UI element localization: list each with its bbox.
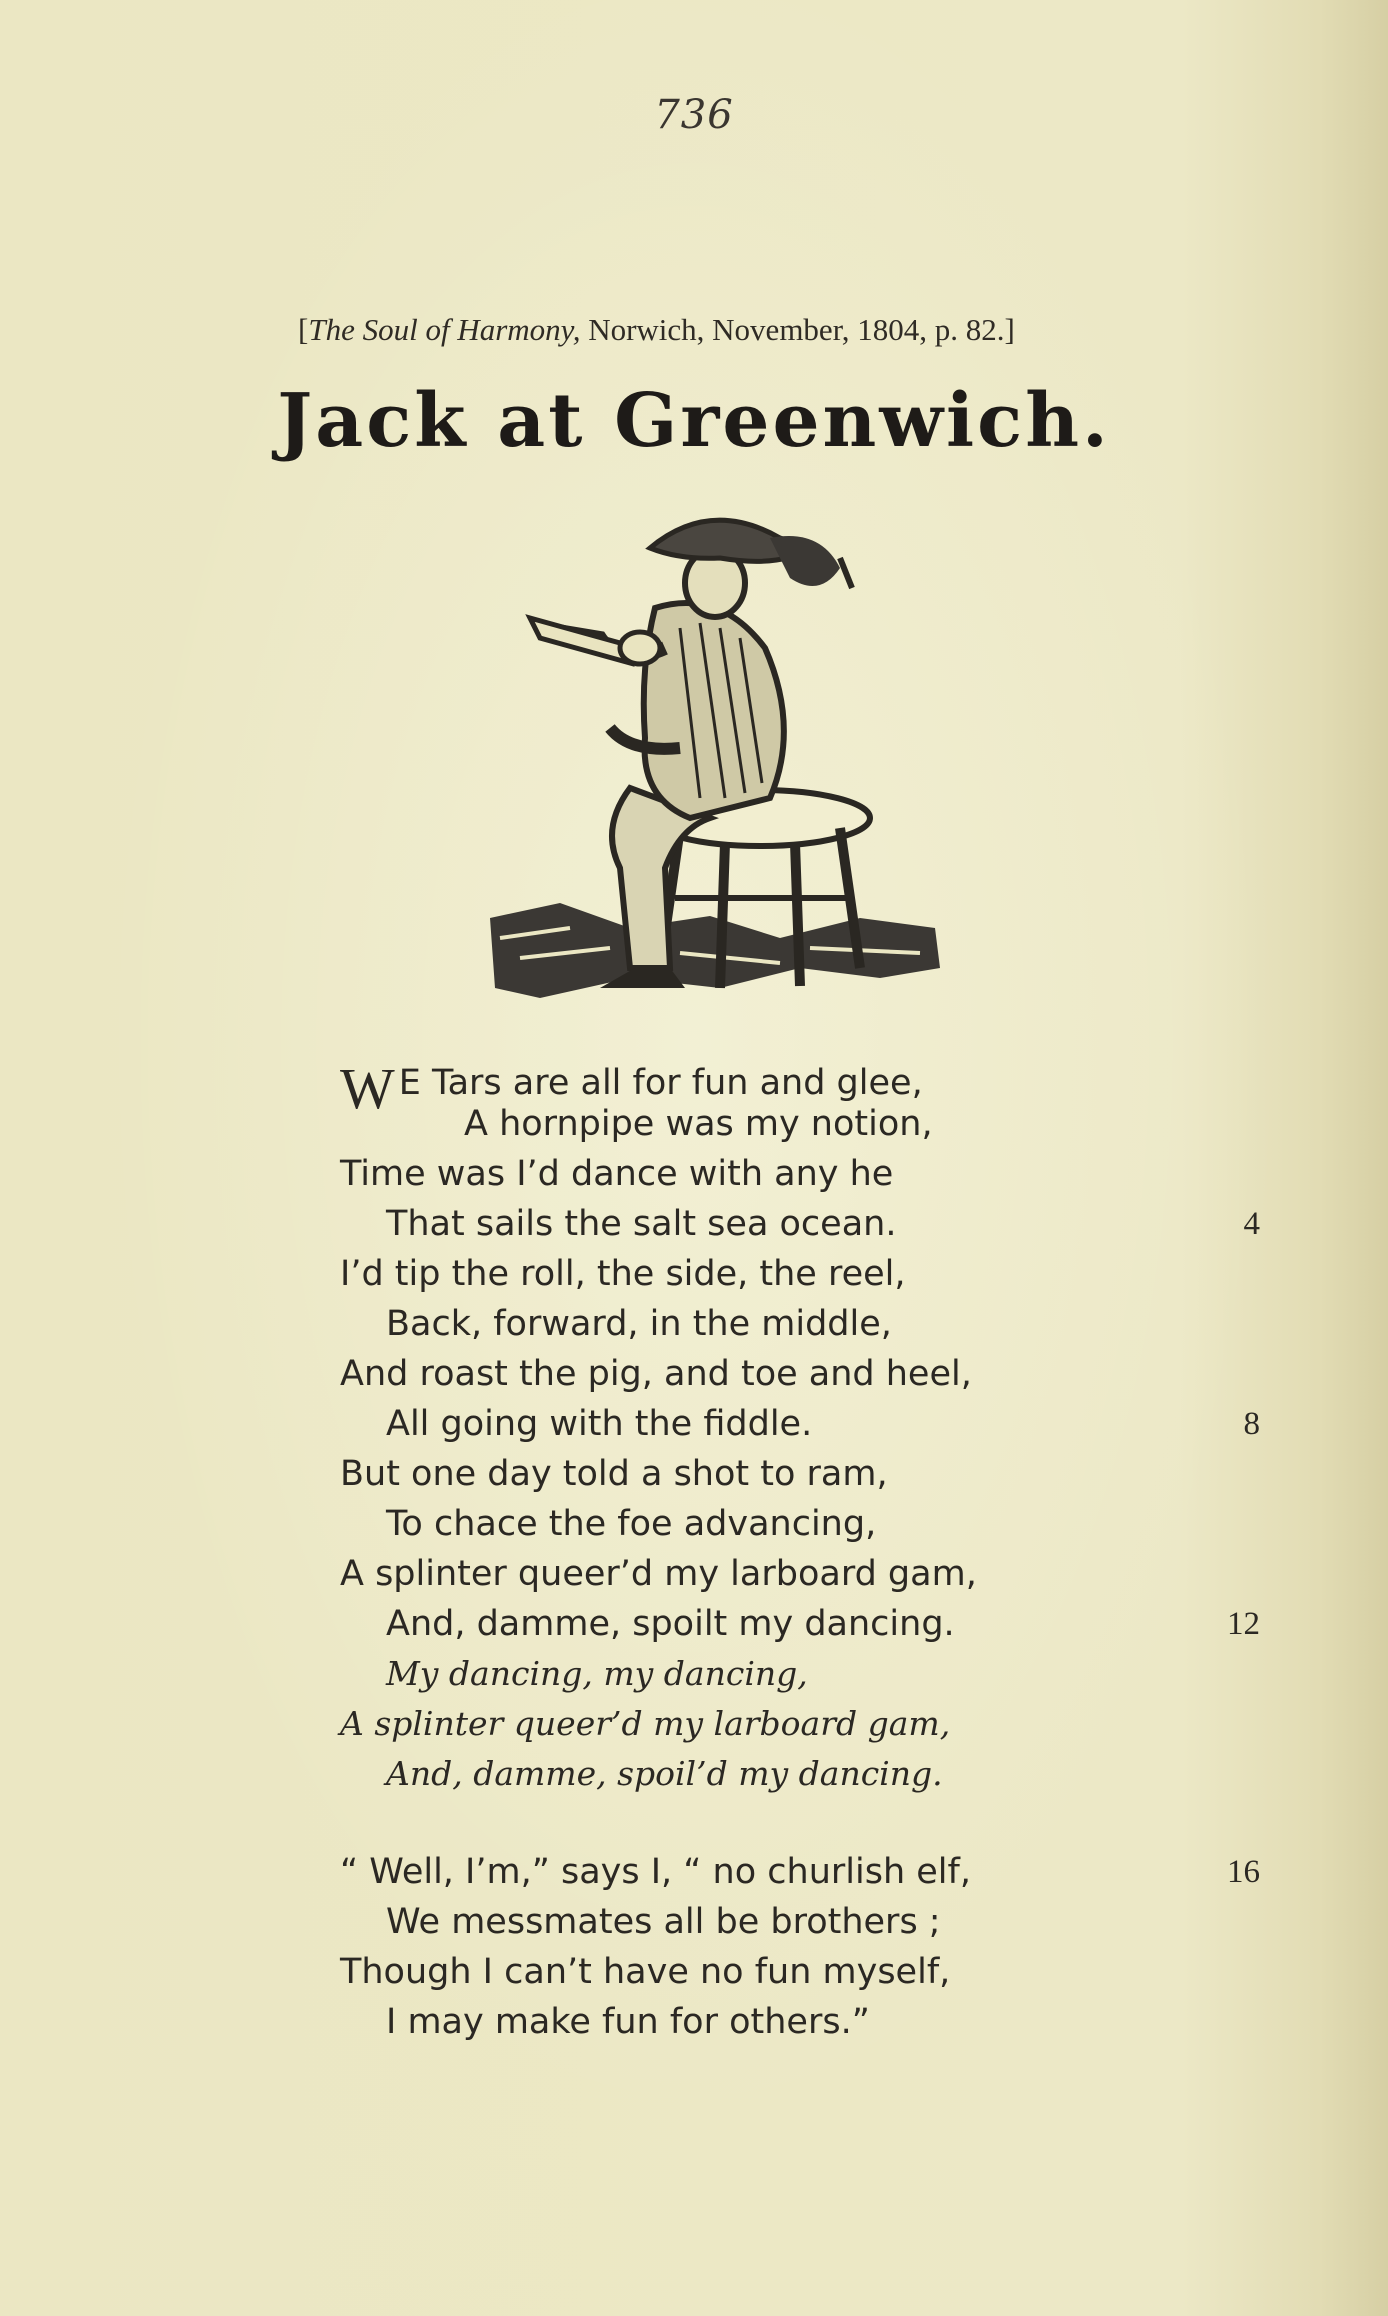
poem-line-text: And, damme, spoil’d my dancing. <box>386 1754 943 1793</box>
poem-line-text: And, damme, spoilt my dancing. <box>386 1604 955 1644</box>
poem-line-text: “ Well, I’m,” says I, “ no churlish elf, <box>340 1852 971 1892</box>
poem-line-text: Back, forward, in the middle, <box>386 1304 892 1344</box>
poem-line-text: All going with the fiddle. <box>386 1404 813 1444</box>
poem-refrain-line <box>340 1749 1260 1799</box>
poem-line <box>340 1599 1260 1649</box>
source-open-bracket: [ <box>298 312 309 347</box>
poem-refrain-line <box>340 1699 1260 1749</box>
poem-line-text: I’d tip the roll, the side, the reel, <box>340 1254 906 1294</box>
poem-line <box>340 1249 1260 1299</box>
poem-line-text: And roast the pig, and toe and heel, <box>340 1354 972 1394</box>
poem-line <box>340 1050 1260 1121</box>
line-number: 16 <box>1227 1854 1260 1890</box>
poem-line <box>340 1549 1260 1599</box>
poem-line <box>340 1449 1260 1499</box>
poem-line-text: E Tars are all for fun and glee, <box>398 1063 923 1103</box>
poem-line-text: A splinter queer’d my larboard gam, <box>340 1704 951 1743</box>
source-details: Norwich, November, 1804, p. 82.] <box>580 312 1015 347</box>
poem-line <box>340 1099 1260 1149</box>
poem-line-text: A splinter queer’d my larboard gam, <box>340 1554 977 1594</box>
drop-cap: W <box>340 1056 395 1121</box>
ballad-title: Jack at Greenwich. <box>277 378 1111 464</box>
line-number: 8 <box>1243 1406 1260 1442</box>
poem-refrain-line <box>340 1649 1260 1699</box>
poem-line-text: To chace the foe advancing, <box>386 1504 877 1544</box>
line-number: 4 <box>1243 1206 1260 1242</box>
poem-line <box>340 1149 1260 1199</box>
poem-line <box>340 1997 1260 2047</box>
poem-line <box>340 1199 1260 1249</box>
poem-line-text: My dancing, my dancing, <box>386 1654 808 1693</box>
poem-line <box>340 1399 1260 1449</box>
source-title: The Soul of Harmony, <box>308 312 581 347</box>
poem-line <box>340 1947 1260 1997</box>
poem-line-text: I may make fun for others.” <box>386 2002 870 2042</box>
poem-line-text: But one day told a shot to ram, <box>340 1454 888 1494</box>
poem-line-text: A hornpipe was my notion, <box>464 1104 933 1144</box>
woodcut-sailor-fiddler-icon <box>480 498 950 1018</box>
poem-line-text: We messmates all be brothers ; <box>386 1902 941 1942</box>
poem-line <box>340 1847 1260 1897</box>
poem-line-text: Time was I’d dance with any he <box>340 1154 894 1194</box>
poem-line <box>340 1299 1260 1349</box>
source-citation <box>298 312 1015 348</box>
poem-line <box>340 1499 1260 1549</box>
poem-line <box>340 1897 1260 1947</box>
line-number: 12 <box>1227 1606 1260 1642</box>
poem-line-text: Though I can’t have no fun myself, <box>340 1952 951 1992</box>
poem-line-text: That sails the salt sea ocean. <box>386 1204 897 1244</box>
poem-line <box>340 1349 1260 1399</box>
page-number: 736 <box>654 92 734 138</box>
